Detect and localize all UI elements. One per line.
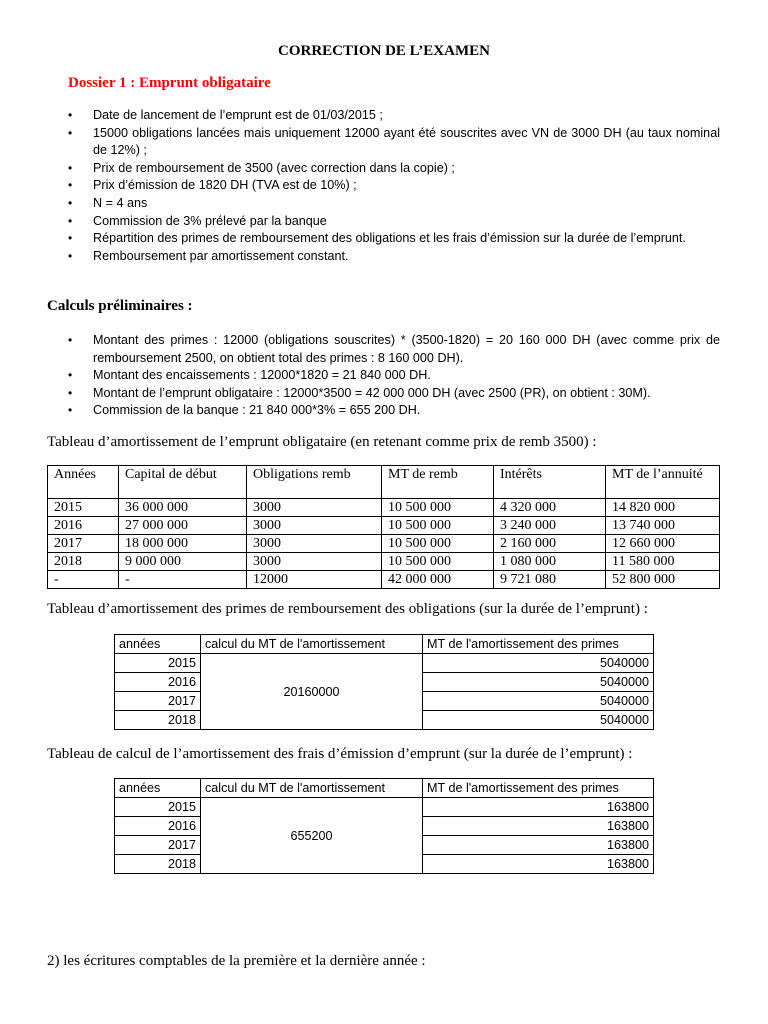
table-cell: 10 500 000 xyxy=(382,535,494,553)
premium-amortization-table xyxy=(114,634,654,730)
table-cell: 3 240 000 xyxy=(494,517,606,535)
merged-calc-cell: 20160000 xyxy=(201,654,423,730)
table2-caption: Tableau d’amortissement des primes de remboursement des obligations (sur la durée de l’emprunt) : xyxy=(47,601,648,617)
table-cell: 9 000 000 xyxy=(119,553,247,571)
table-cell: 18 000 000 xyxy=(119,535,247,553)
table-header-row xyxy=(48,466,720,499)
bullet-icon: • xyxy=(68,125,73,140)
table-header-row xyxy=(115,635,654,654)
table-cell: 3000 xyxy=(247,517,382,535)
table-cell: 27 000 000 xyxy=(119,517,247,535)
question-2-heading: 2) les écritures comptables de la première et la dernière année : xyxy=(47,953,426,969)
list-item: • Prix d’émission de 1820 DH (TVA est de 10%) ; xyxy=(48,177,720,195)
table-cell: 42 000 000 xyxy=(382,571,494,589)
table-cell: 10 500 000 xyxy=(382,499,494,517)
table-row xyxy=(115,654,654,673)
table3-caption: Tableau de calcul de l’amortissement des frais d’émission d’emprunt (sur la durée de l’emprunt) : xyxy=(47,746,633,762)
table-cell: 12 660 000 xyxy=(606,535,720,553)
amortization-table xyxy=(47,465,720,589)
preliminary-list xyxy=(48,332,720,420)
table-total-row xyxy=(48,571,720,589)
bullet-icon: • xyxy=(68,231,73,246)
bullet-icon: • xyxy=(68,178,73,193)
table1-caption: Tableau d’amortissement de l’emprunt obligataire (en retenant comme prix de remb 3500) : xyxy=(47,434,597,450)
column-header: calcul du MT de l'amortissement xyxy=(201,635,423,654)
table-cell: 5040000 xyxy=(423,673,654,692)
list-item: • Montant de l’emprunt obligataire : 12000*3500 = 42 000 000 DH (avec 2500 (PR), on obtient : 30M). xyxy=(48,385,720,403)
table-cell: 1 080 000 xyxy=(494,553,606,571)
dossier-heading: Dossier 1 : Emprunt obligataire xyxy=(68,75,271,91)
issue-costs-amortization-table xyxy=(114,778,654,874)
table-cell: 36 000 000 xyxy=(119,499,247,517)
bullet-icon: • xyxy=(68,195,73,210)
bullet-icon: • xyxy=(68,160,73,175)
merged-calc-cell: 655200 xyxy=(201,798,423,874)
list-item: • Date de lancement de l’emprunt est de 01/03/2015 ; xyxy=(48,107,720,125)
table-cell: 2017 xyxy=(115,692,201,711)
column-header: Années xyxy=(48,466,119,499)
bullet-icon: • xyxy=(68,333,73,347)
table-row xyxy=(48,499,720,517)
table-row xyxy=(48,517,720,535)
column-header: MT de remb xyxy=(382,466,494,499)
column-header: années xyxy=(115,635,201,654)
table-header-row xyxy=(115,779,654,798)
table-cell: 3000 xyxy=(247,535,382,553)
table-cell: 13 740 000 xyxy=(606,517,720,535)
table-cell: 163800 xyxy=(423,817,654,836)
bullet-icon: • xyxy=(68,213,73,228)
table-cell: - xyxy=(48,571,119,589)
column-header: Obligations remb xyxy=(247,466,382,499)
table-cell: 2018 xyxy=(115,855,201,874)
table-cell: 11 580 000 xyxy=(606,553,720,571)
list-item: • Répartition des primes de remboursement des obligations et les frais d’émission sur la durée de l’emprunt. xyxy=(48,230,720,248)
column-header: MT de l'amortissement des primes xyxy=(423,779,654,798)
bullet-icon: • xyxy=(68,403,73,418)
table-cell: - xyxy=(119,571,247,589)
bullet-icon: • xyxy=(68,385,73,400)
table-cell: 2018 xyxy=(115,711,201,730)
table-cell: 2015 xyxy=(115,798,201,817)
table-cell: 10 500 000 xyxy=(382,553,494,571)
table-cell: 163800 xyxy=(423,836,654,855)
givens-list xyxy=(48,107,720,265)
document-title: CORRECTION DE L’EXAMEN xyxy=(278,43,490,59)
table-cell: 10 500 000 xyxy=(382,517,494,535)
column-header: MT de l’annuité xyxy=(606,466,720,499)
column-header: années xyxy=(115,779,201,798)
bullet-icon: • xyxy=(68,368,73,383)
table-cell: 2015 xyxy=(48,499,119,517)
list-item: • Remboursement par amortissement constant. xyxy=(48,248,720,266)
table-row xyxy=(115,798,654,817)
list-item: • 15000 obligations lancées mais uniquement 12000 ayant été souscrites avec VN de 3000 DH (au taux nominal de 12%) ; xyxy=(68,125,720,158)
table-cell: 2017 xyxy=(115,836,201,855)
table-cell: 2017 xyxy=(48,535,119,553)
column-header: calcul du MT de l'amortissement xyxy=(201,779,423,798)
table-cell: 163800 xyxy=(423,855,654,874)
column-header: Intérêts xyxy=(494,466,606,499)
table-cell: 2016 xyxy=(115,817,201,836)
table-row xyxy=(48,553,720,571)
list-item: • N = 4 ans xyxy=(48,195,720,213)
list-item: • Commission de la banque : 21 840 000*3% = 655 200 DH. xyxy=(48,402,720,420)
bullet-icon: • xyxy=(68,108,73,122)
table-cell: 2018 xyxy=(48,553,119,571)
table-cell: 2016 xyxy=(48,517,119,535)
table-cell: 2016 xyxy=(115,673,201,692)
table-cell: 52 800 000 xyxy=(606,571,720,589)
table-cell: 5040000 xyxy=(423,711,654,730)
list-item: • Commission de 3% prélevé par la banque xyxy=(48,213,720,231)
table-cell: 2015 xyxy=(115,654,201,673)
table-cell: 3000 xyxy=(247,553,382,571)
list-item: • Prix de remboursement de 3500 (avec correction dans la copie) ; xyxy=(48,160,720,178)
table-cell: 5040000 xyxy=(423,692,654,711)
column-header: Capital de début xyxy=(119,466,247,499)
table-cell: 163800 xyxy=(423,798,654,817)
table-cell: 12000 xyxy=(247,571,382,589)
bullet-icon: • xyxy=(68,248,73,263)
list-item: • Montant des primes : 12000 (obligations souscrites) * (3500-1820) = 20 160 000 DH (avec comme prix de remboursement 2500, on obtient total des primes : 8 160 000 DH). xyxy=(68,333,720,365)
list-item: • Montant des encaissements : 12000*1820 = 21 840 000 DH. xyxy=(48,367,720,385)
column-header: MT de l'amortissement des primes xyxy=(423,635,654,654)
table-cell: 14 820 000 xyxy=(606,499,720,517)
preliminary-heading: Calculs préliminaires : xyxy=(47,298,193,314)
table-row xyxy=(48,535,720,553)
table-cell: 4 320 000 xyxy=(494,499,606,517)
table-cell: 2 160 000 xyxy=(494,535,606,553)
table-cell: 5040000 xyxy=(423,654,654,673)
table-cell: 9 721 080 xyxy=(494,571,606,589)
table-cell: 3000 xyxy=(247,499,382,517)
